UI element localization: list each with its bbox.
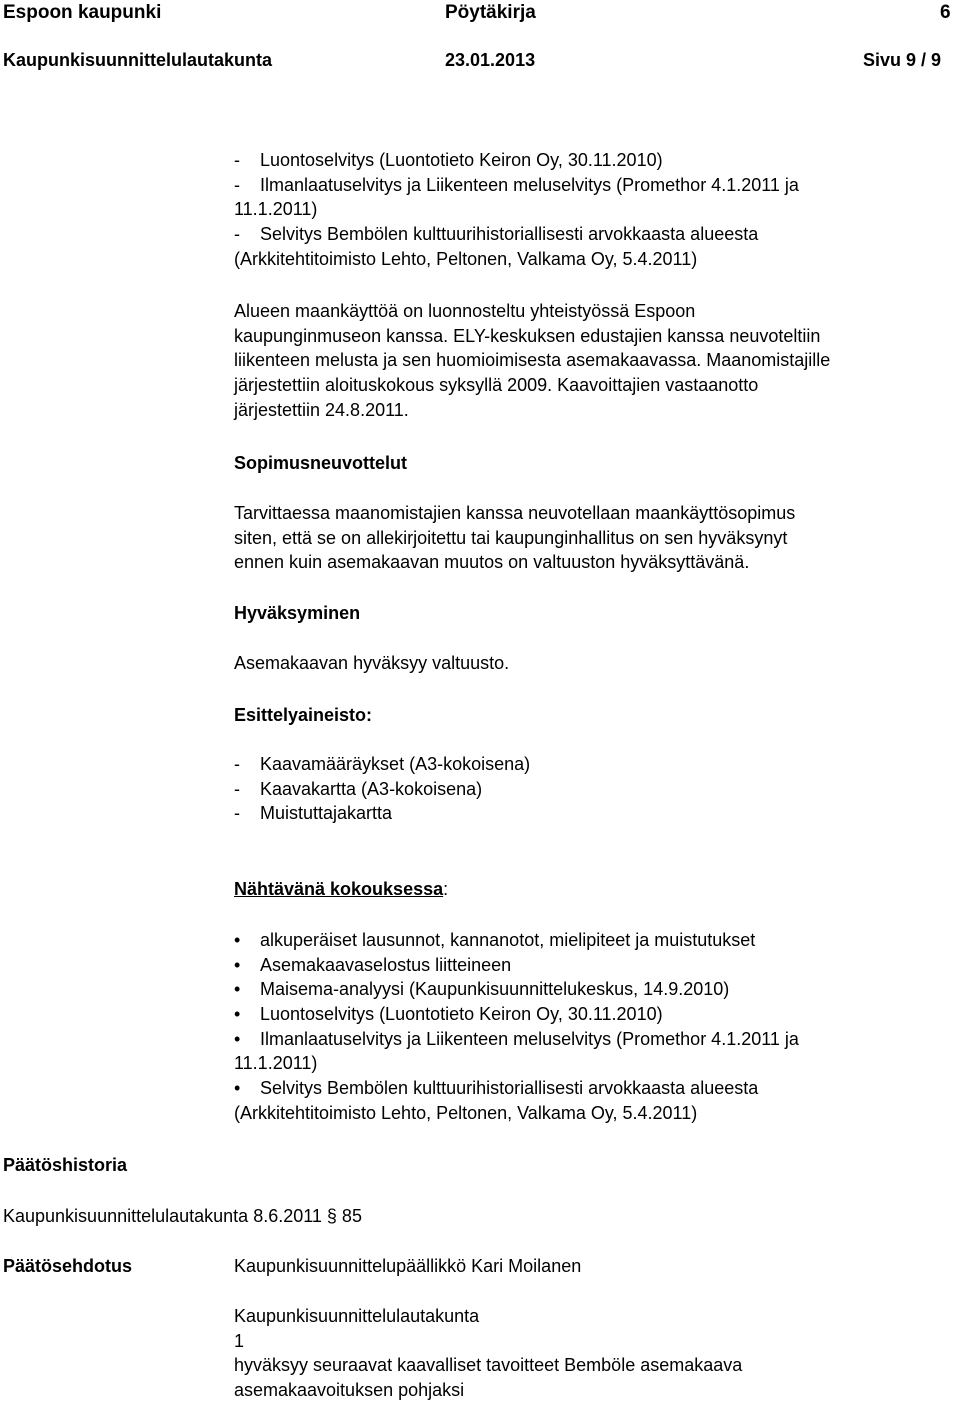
proposal-body-name: Kaupunkisuunnittelulautakunta [234, 1306, 480, 1326]
list-item: • Maisema-analyysi (Kaupunkisuunnittelukeskus, 14.9.2010) [234, 977, 799, 1002]
list-item: • Ilmanlaatuselvitys ja Liikenteen meluselvitys (Promethor 4.1.2011 ja [234, 1027, 799, 1052]
list-item-continuation: (Arkkitehtitoimisto Lehto, Peltonen, Valkama Oy, 5.4.2011) [234, 1102, 698, 1123]
paragraph-line: Tarvittaessa maanomistajien kanssa neuvotellaan maankäyttösopimus [234, 503, 796, 523]
on-view-list [234, 928, 799, 1126]
decision-history-meeting: Kaupunkisuunnittelulautakunta 8.6.2011 § 85 [3, 1206, 362, 1226]
proposal-text: asemakaavoituksen pohjaksi [234, 1380, 465, 1401]
header-org: Espoon kaupunki [3, 2, 162, 23]
decision-history-label: Päätöshistoria [3, 1155, 128, 1175]
approval-heading: Hyväksyminen [234, 603, 361, 623]
paragraph-line: siten, että se on allekirjoitettu tai kaupunginhallitus on sen hyväksynyt [234, 527, 788, 548]
proposal-body [234, 1304, 742, 1403]
list-item: • Luontoselvitys (Luontotieto Keiron Oy, 30.11.2010) [234, 1002, 799, 1027]
approval-text: Asemakaavan hyväksyy valtuusto. [234, 653, 510, 673]
proposal-text: hyväksyy seuraavat kaavalliset tavoitteet Bemböle asemakaava [234, 1355, 743, 1376]
studies-item: Luontoselvitys (Luontotieto Keiron Oy, 30.11.2010) [260, 150, 663, 170]
list-item: • alkuperäiset lausunnot, kannanotot, mielipiteet ja muistutukset [234, 928, 799, 953]
bullet-icon: • [234, 979, 241, 1000]
proposal-label: Päätösehdotus [3, 1256, 133, 1276]
on-view-heading [234, 877, 448, 901]
studies-item: Ilmanlaatuselvitys ja Liikenteen meluselvitys (Promethor 4.1.2011 ja [260, 174, 799, 195]
list-item-continuation: 11.1.2011) [234, 1053, 318, 1074]
header-doc-type: Pöytäkirja [445, 2, 536, 23]
presentation-item: - Kaavakartta (A3-kokoisena) [234, 778, 483, 799]
bullet-icon: • [234, 1028, 241, 1049]
presentation-item: - Kaavamääräykset (A3-kokoisena) [234, 754, 531, 774]
presentation-list [234, 752, 530, 826]
studies-item-continuation: 11.1.2011) [234, 199, 318, 220]
paragraph-line: järjestettiin 24.8.2011. [234, 399, 409, 420]
on-view-heading-text: Nähtävänä kokouksessa [234, 879, 444, 899]
on-view-heading-colon: : [443, 879, 449, 899]
paragraph-line: ennen kuin asemakaavan muutos on valtuuston hyväksyttävänä. [234, 552, 750, 573]
paragraph-line: Alueen maankäyttöä on luonnosteltu yhteistyössä Espoon [234, 301, 696, 321]
bullet-icon: • [234, 930, 241, 950]
studies-list: - Luontoselvitys (Luontotieto Keiron Oy, 30.11.2010) - Ilmanlaatuselvitys ja Liikenteen meluselvitys (Promethor 4.1.2011 ja 11.1.2011) - Selvitys Bembölen kulttuurihistoriallisesti arvokkaasta alueesta (Arkkitehtitoimisto Lehto, Peltonen, Valkama Oy, 5.4.2011) [234, 150, 799, 269]
cooperation-paragraph [234, 299, 830, 422]
paragraph-line: järjestettiin aloituskokous syksyllä 2009. Kaavoittajien vastaanotto [234, 375, 759, 396]
paragraph-line: liikenteen melusta ja sen huomioimisesta asemakaavassa. Maanomistajille [234, 350, 831, 371]
contract-heading: Sopimusneuvottelut [234, 453, 408, 473]
header-section-number: 6 [940, 2, 951, 23]
proposal-presenter: Kaupunkisuunnittelupäällikkö Kari Moilanen [234, 1256, 582, 1276]
list-item: • Asemakaavaselostus liitteineen [234, 953, 799, 978]
paragraph-line: kaupunginmuseon kanssa. ELY-keskuksen edustajien kanssa neuvoteltiin [234, 325, 821, 346]
proposal-number: 1 [234, 1330, 245, 1351]
studies-item: Selvitys Bembölen kulttuurihistoriallisesti arvokkaasta alueesta [260, 224, 759, 245]
list-item: • Selvitys Bembölen kulttuurihistoriallisesti arvokkaasta alueesta [234, 1076, 799, 1101]
header-page-number: Sivu 9 / 9 [863, 50, 942, 70]
presentation-heading: Esittelyaineisto: [234, 705, 373, 725]
presentation-item: - Muistuttajakartta [234, 803, 393, 824]
bullet-icon: • [234, 954, 241, 975]
studies-item-continuation: (Arkkitehtitoimisto Lehto, Peltonen, Valkama Oy, 5.4.2011) [234, 248, 698, 269]
contract-paragraph [234, 501, 795, 575]
bullet-icon: • [234, 1004, 241, 1025]
header-committee: Kaupunkisuunnittelulautakunta [3, 50, 273, 70]
header-date: 23.01.2013 [445, 50, 536, 70]
bullet-icon: • [234, 1078, 241, 1099]
